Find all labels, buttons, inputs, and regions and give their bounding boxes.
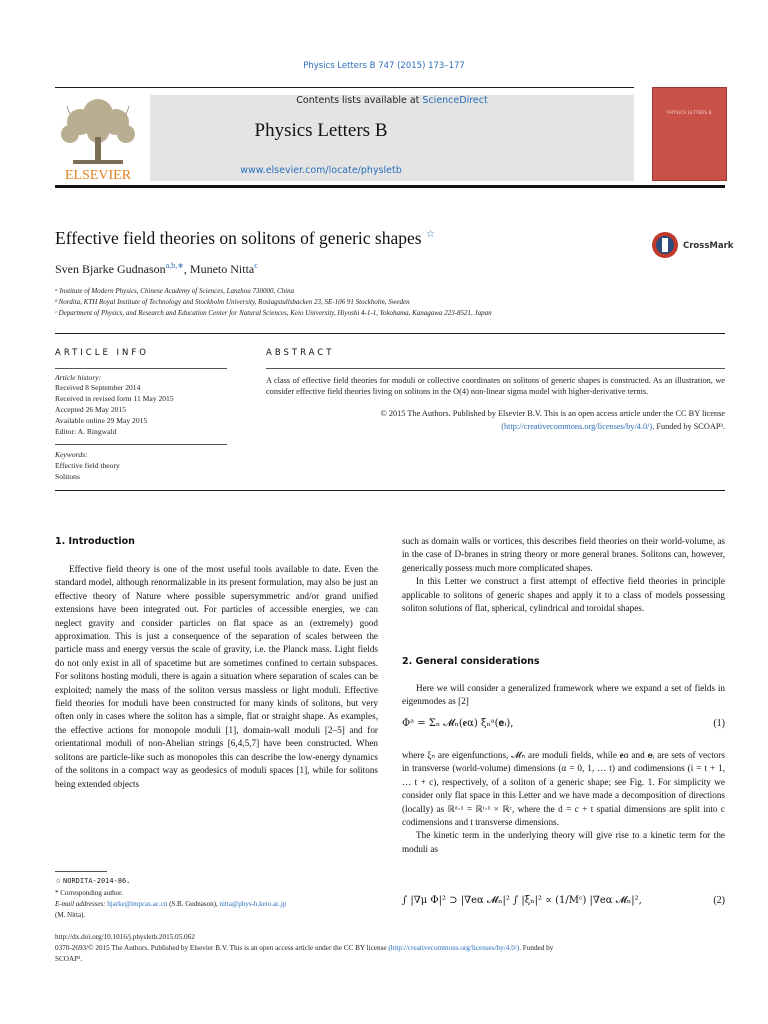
footnote-text: Corresponding author. — [60, 889, 123, 897]
history-label: Article history: — [55, 373, 102, 382]
journal-reference-link[interactable]: Physics Letters B 747 (2015) 173–177 — [303, 61, 465, 71]
author-affiliation-marks[interactable]: a,b,∗ — [165, 261, 184, 270]
history-entry: Received in revised form 11 May 2015 — [55, 394, 174, 403]
footer-funding: SCOAP³. — [55, 955, 83, 963]
license-link[interactable]: (http://creativecommons.org/licenses/by/4.0/) — [501, 422, 653, 431]
history-entry: Received 8 September 2014 — [55, 383, 141, 392]
license-tail: . Funded by SCOAP³. — [652, 422, 725, 431]
author-separator: , — [183, 262, 190, 276]
abstract-heading: ABSTRACT — [266, 348, 335, 358]
editor-entry: Editor: A. Ringwald — [55, 427, 117, 436]
abstract-rule — [266, 368, 725, 369]
affiliation: ᶜ Department of Physics, and Research and Education Center for Natural Sciences, Keio University, Hiyoshi 4-1-1, Yokohama, Kanagawa 223-8521, Japan — [55, 309, 492, 317]
contents-prefix: Contents lists available at — [296, 95, 423, 106]
email-link[interactable]: bjarke@impcas.ac.cn — [107, 900, 168, 908]
author-affiliation-marks[interactable]: c — [254, 261, 258, 270]
contents-line — [150, 95, 634, 106]
affiliation: ᵃ Institute of Modern Physics, Chinese Academy of Sciences, Lanzhou 730000, China — [55, 287, 295, 295]
intro-paragraph — [55, 563, 378, 791]
title-footnote-star[interactable]: ☆ — [425, 229, 435, 241]
article-info-rule — [55, 368, 227, 369]
abstract-license — [266, 409, 725, 418]
abstract-license-line2 — [266, 422, 725, 431]
footnote-emails — [55, 900, 286, 908]
doi-link[interactable]: http://dx.doi.org/10.1016/j.physletb.2015.05.062 — [55, 933, 195, 941]
right-column-text — [402, 535, 725, 615]
article-title-text: Effective field theories on solitons of generic shapes — [55, 228, 422, 248]
abstract-text: A class of effective field theories for moduli or collective coordinates on solitons of generic shapes is constructed. As an illustration, we consider effective field theories living on solitons in the O(4) non-linear sigma model with higher-derivative terms. — [266, 376, 725, 396]
history-entry: Accepted 26 May 2015 — [55, 405, 127, 414]
history-entry: Available online 29 May 2015 — [55, 416, 148, 425]
paragraph-text: The kinetic term in the underlying theory will give rise to a kinetic term for the moduli as — [402, 830, 725, 854]
keywords-label: Keywords: — [55, 450, 88, 459]
funding-text: . Funded by — [519, 944, 554, 952]
footnote-corresponding: * Corresponding author. — [55, 889, 123, 897]
footnote-star — [55, 877, 130, 885]
footer-copyright — [55, 944, 725, 952]
email-link[interactable]: nitta@phys-h.keio.ac.jp — [219, 900, 287, 908]
journal-title: Physics Letters B — [254, 120, 388, 141]
email-label: E-mail addresses: — [55, 900, 108, 908]
paragraph-text: such as domain walls or vortices, this describes field theories on their world-volume, as in the case of D-branes in string theory or more general branes. Solitons can, however, generically possess much more complicated shapes. — [402, 536, 725, 573]
paragraph-text: Effective field theory is one of the most useful tools available to date. Even the standard model, although renormalizable in its present formulation, may also be just an effective theory of Nature where possible supersymmetric and/or grand unified extensions have been integrated out. For particles of accessible energies, we can neglect gravity and consider particles on flat space as an (extremely) good approximation. This is just a consequence of the separation of scales between the particle mass and energy versus the scale of gravity, i.e. the Planck mass. Light fields do not only exist in all of spacetime but are sometimes confined to certain subspaces. For solitons hosting moduli, there is again a situation where separation of scales can be exploited; namely the mass of the soliton versus massless or light moduli. Effective field theories for moduli have been constructed for many kinds of solitons, but very often only in cases where the soliton has a simple, flat or straight shape. As examples, the effective actions for monopole moduli [1], domain-wall moduli [2–5] and for orientational moduli of non-Abelian strings [6,4,5,7] have been constructed. When solitons are particle-like such as monopoles this can describe the low-energy dynamics of the solitons in a compact way as geodesics of moduli spaces [1], while for solitons being extended objects — [55, 564, 378, 789]
section2-paragraph — [402, 682, 725, 709]
star-mark: ☆ — [55, 877, 62, 885]
keywords-rule — [55, 444, 227, 445]
equation-number: (1) — [713, 718, 725, 729]
author-name: Sven Bjarke Gudnason — [55, 262, 166, 276]
journal-cover-image — [652, 87, 727, 181]
footnote-text: NORDITA-2014-86. — [63, 877, 131, 885]
footnote-email-owner: (M. Nitta). — [55, 911, 86, 919]
paragraph-text: Here we will consider a generalized framework where we expand a set of fields in eigenmodes as [2] — [402, 683, 725, 707]
keyword: Effective field theory — [55, 461, 120, 470]
footnote-rule — [55, 871, 107, 872]
elsevier-wordmark: ELSEVIER — [64, 168, 132, 183]
abstract-bottom-rule — [55, 490, 725, 491]
author-list — [55, 261, 258, 277]
author-name: Muneto Nitta — [189, 262, 255, 276]
section-heading: 1. Introduction — [55, 536, 135, 547]
section-heading: 2. General considerations — [402, 656, 540, 667]
title-bottom-rule — [55, 333, 725, 334]
sciencedirect-link[interactable]: ScienceDirect — [422, 95, 488, 106]
article-title — [55, 228, 435, 249]
equation-2: ∫ |∇μ Φ|² ⊃ |∇eα 𝓜ₙ|² ∫ |ξₙ|² ∝ (1/Mᶜ) |∇eα 𝓜ₙ|², — [402, 895, 642, 906]
license-text: © 2015 The Authors. Published by Elsevier B.V. This is an open access article under the CC BY license — [380, 409, 725, 418]
elsevier-tree-logo — [55, 92, 141, 184]
affiliation: ᵇ Nordita, KTH Royal Institute of Technology and Stockholm University, Roslagstullsbacken 23, SE-106 91 Stockholm, Sweden — [55, 298, 410, 306]
keyword: Solitons — [55, 472, 80, 481]
license-link[interactable]: (http://creativecommons.org/licenses/by/4.0/) — [388, 944, 520, 952]
header-top-rule — [55, 87, 634, 88]
email-owner: (S.B. Gudnason), — [167, 900, 220, 908]
copyright-text: 0370-2693/© 2015 The Authors. Published by Elsevier B.V. This is an open access article under the CC BY license — [55, 944, 389, 952]
crossmark-label[interactable]: CrossMark — [683, 241, 734, 251]
header-bottom-rule — [55, 185, 725, 188]
section2-paragraph — [402, 749, 725, 856]
paragraph-text: In this Letter we construct a first attempt of effective field theories in principle applicable to solitons of generic shapes and apply it to a class of models possessing soliton solutions of flat, spherical, cylindrical and toroidal shapes. — [402, 576, 725, 614]
paragraph-text: where ξₙ are eigenfunctions, 𝓜ₙ are moduli fields, while 𝐞α and 𝐞ᵢ are sets of vectors in transverse (world-volume) dimensions (α = 0, 1, … t) and codimensions (i = t + 1, … t + c), respectively, of a soliton of a generic shape; see Fig. 1. For simplicity we consider only flat space in this Letter and we have made a decomposition of directions (locally) as ℝᵈ·¹ = ℝᵗ·¹ × ℝᶜ, where the d = c + t spatial dimensions are split into c codimensions and t transverse dimensions. — [402, 750, 725, 828]
equation-1: Φᵃ = Σₙ 𝓜ₙ(𝐞α) ξₙᵃ(𝐞ᵢ), — [402, 718, 514, 729]
article-info-heading: ARTICLE INFO — [55, 348, 149, 358]
equation-number: (2) — [713, 895, 725, 906]
journal-homepage-link[interactable]: www.elsevier.com/locate/physletb — [240, 165, 402, 176]
cover-label: PHYSICS LETTERS B — [667, 110, 712, 115]
